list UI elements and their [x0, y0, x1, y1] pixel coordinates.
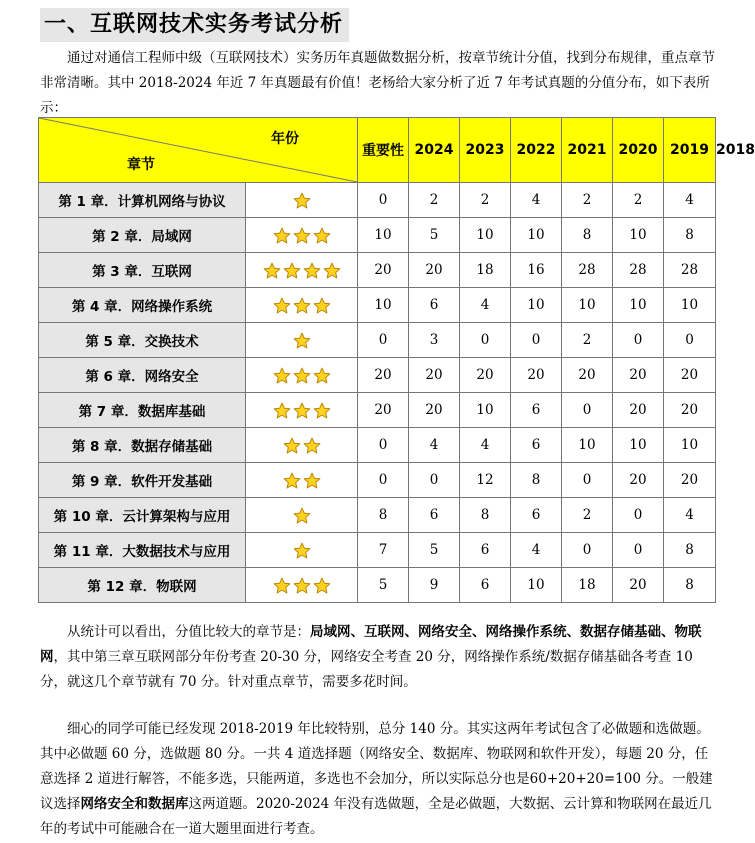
table-row [39, 568, 716, 603]
table-row [39, 358, 716, 393]
importance-header: 重要性 [358, 118, 409, 183]
table-row [39, 498, 716, 533]
score-cell: 20 [460, 358, 511, 393]
star-icon [273, 227, 291, 245]
chapter-cell: 第 11 章．大数据技术与应用 [39, 533, 246, 568]
importance-stars [273, 367, 331, 385]
star-icon [273, 367, 291, 385]
year-header: 2019 [664, 118, 716, 183]
score-cell: 28 [613, 253, 664, 288]
score-cell: 20 [664, 358, 716, 393]
intro-paragraph: 通过对通信工程师中级（互联网技术）实务历年真题做数据分析，按章节统计分值，找到分布规律，重点章节非常清晰。其中 2018-2024 年近 7 年真题最有价值！老杨给大家分析了近 7 年考试真题的分值分布，如下表所示： [40, 50, 715, 116]
score-cell: 4 [460, 428, 511, 463]
score-cell: 28 [664, 253, 716, 288]
score-cell: 10 [562, 288, 613, 323]
score-cell: 5 [409, 218, 460, 253]
note-paragraph [40, 717, 715, 842]
corner-header [39, 118, 358, 183]
score-cell: 0 [613, 498, 664, 533]
score-cell: 10 [511, 288, 562, 323]
score-cell: 6 [511, 393, 562, 428]
header-row: 年份 章节 重要性 2024 2023 2022 2021 2020 2019 2018 [39, 118, 716, 183]
score-cell: 20 [409, 393, 460, 428]
star-icon [293, 542, 311, 560]
star-icon [313, 367, 331, 385]
score-cell: 2 [460, 183, 511, 218]
score-cell: 0 [358, 323, 409, 358]
importance-stars [273, 402, 331, 420]
score-cell: 0 [613, 323, 664, 358]
table-row [39, 253, 716, 288]
importance-stars [293, 332, 311, 350]
year-header: 2023 [460, 118, 511, 183]
importance-cell [246, 218, 358, 253]
importance-cell [246, 568, 358, 603]
score-cell: 7 [358, 533, 409, 568]
score-cell: 20 [613, 568, 664, 603]
score-table [38, 117, 755, 603]
score-cell: 8 [460, 498, 511, 533]
importance-stars [293, 192, 311, 210]
score-cell: 6 [460, 533, 511, 568]
score-cell: 0 [358, 183, 409, 218]
chapter-cell: 第 8 章．数据存储基础 [39, 428, 246, 463]
star-icon [273, 402, 291, 420]
importance-cell [246, 253, 358, 288]
star-icon [293, 402, 311, 420]
summary-key-chapters: 局域网、互联网、网络安全、网络操作系统、数据存储基础、物联网 [40, 624, 702, 665]
star-icon [303, 437, 321, 455]
year-header: 2022 [511, 118, 562, 183]
score-cell: 8 [664, 533, 716, 568]
table-row [39, 218, 716, 253]
importance-cell [246, 463, 358, 498]
score-cell: 0 [409, 463, 460, 498]
diagonal-line [39, 118, 357, 182]
chapter-cell: 第 3 章．互联网 [39, 253, 246, 288]
star-icon [313, 227, 331, 245]
score-cell: 10 [613, 218, 664, 253]
summary-paragraph [40, 620, 715, 695]
score-cell: 0 [613, 533, 664, 568]
year-header: 2020 [613, 118, 664, 183]
chapter-cell: 第 1 章．计算机网络与协议 [39, 183, 246, 218]
score-cell: 10 [358, 288, 409, 323]
score-cell: 8 [358, 498, 409, 533]
star-icon [293, 297, 311, 315]
star-icon [293, 577, 311, 595]
score-cell: 20 [613, 358, 664, 393]
score-cell: 10 [460, 393, 511, 428]
score-cell: 18 [460, 253, 511, 288]
star-icon [303, 262, 321, 280]
importance-stars [273, 297, 331, 315]
score-cell: 4 [511, 183, 562, 218]
star-icon [263, 262, 281, 280]
score-cell: 20 [409, 253, 460, 288]
score-cell: 20 [664, 463, 716, 498]
star-icon [293, 332, 311, 350]
importance-cell [246, 323, 358, 358]
score-cell: 4 [664, 183, 716, 218]
score-cell: 10 [511, 568, 562, 603]
score-cell: 8 [664, 568, 716, 603]
star-icon [283, 262, 301, 280]
star-icon [303, 472, 321, 490]
star-icon [293, 227, 311, 245]
importance-stars [273, 227, 331, 245]
chapter-cell: 第 10 章．云计算架构与应用 [39, 498, 246, 533]
score-cell: 10 [613, 288, 664, 323]
importance-stars [283, 437, 321, 455]
score-cell: 0 [664, 323, 716, 358]
chapter-cell: 第 6 章．网络安全 [39, 358, 246, 393]
score-cell: 8 [562, 218, 613, 253]
score-cell: 4 [511, 533, 562, 568]
corner-year-label: 年份 [271, 131, 299, 147]
score-cell: 5 [409, 533, 460, 568]
score-cell: 6 [511, 428, 562, 463]
score-cell: 16 [511, 253, 562, 288]
score-cell: 20 [511, 358, 562, 393]
score-cell: 10 [613, 428, 664, 463]
star-icon [273, 577, 291, 595]
score-cell: 2 [562, 498, 613, 533]
score-cell: 20 [409, 358, 460, 393]
star-icon [283, 472, 301, 490]
table-row [39, 533, 716, 568]
note-text-1: 细心的同学可能已经发现 2018-2019 年比较特别，总分 140 分。其实这两年考试包含了必做题和选做题。其中必做题 60 分，选做题 80 分。一共 4 道选择题（网络安全、数据库、物联网和软件开发），每题 20 分，任意选择 2 道进行解答，不能多选，只能两道，多选也不会加分，所以实际总分也是60+20+20=100 分。一般建议选择 [40, 721, 713, 812]
importance-stars [273, 577, 331, 595]
summary-text-2: ，其中第三章互联网部分年份考查 20-30 分，网络安全考查 20 分，网络操作系统/数据存储基础各考查 10 分，就这几个章节就有 70 分。针对重点章节，需要多花时间。 [40, 649, 693, 690]
chapter-cell: 第 9 章．软件开发基础 [39, 463, 246, 498]
importance-cell [246, 393, 358, 428]
score-cell: 8 [664, 218, 716, 253]
score-cell: 6 [409, 288, 460, 323]
chapter-cell: 第 7 章．数据库基础 [39, 393, 246, 428]
importance-cell [246, 498, 358, 533]
score-cell: 10 [664, 428, 716, 463]
score-cell: 0 [562, 463, 613, 498]
star-icon [313, 577, 331, 595]
note-text-2: 这两道题。2020-2024 年没有选做题，全是必做题，大数据、云计算和物联网在最近几年的考试中可能融合在一道大题里面进行考查。 [40, 796, 712, 837]
star-icon [273, 297, 291, 315]
star-icon [313, 402, 331, 420]
score-cell: 5 [358, 568, 409, 603]
score-cell: 10 [358, 218, 409, 253]
importance-stars [283, 472, 321, 490]
star-icon [283, 437, 301, 455]
table-row [39, 183, 716, 218]
score-cell: 20 [562, 358, 613, 393]
score-cell: 20 [664, 393, 716, 428]
score-cell: 2 [562, 183, 613, 218]
score-cell: 10 [511, 218, 562, 253]
score-cell: 20 [358, 393, 409, 428]
table-row [39, 428, 716, 463]
score-cell: 28 [562, 253, 613, 288]
score-cell: 4 [409, 428, 460, 463]
score-cell: 20 [358, 253, 409, 288]
score-cell: 10 [562, 428, 613, 463]
score-cell: 0 [460, 323, 511, 358]
year-header: 2024 [409, 118, 460, 183]
note-key-topics: 网络安全和数据库 [80, 796, 189, 812]
star-icon [293, 367, 311, 385]
score-cell: 12 [460, 463, 511, 498]
importance-cell [246, 288, 358, 323]
star-icon [293, 192, 311, 210]
chapter-cell: 第 2 章．局域网 [39, 218, 246, 253]
score-cell: 2 [613, 183, 664, 218]
table-row [39, 323, 716, 358]
score-cell: 4 [664, 498, 716, 533]
chapter-cell: 第 12 章．物联网 [39, 568, 246, 603]
score-cell: 3 [409, 323, 460, 358]
score-cell: 9 [409, 568, 460, 603]
star-icon [313, 297, 331, 315]
year-header: 2021 [562, 118, 613, 183]
score-cell: 20 [613, 463, 664, 498]
score-cell: 10 [664, 288, 716, 323]
score-cell: 20 [358, 358, 409, 393]
importance-stars [293, 542, 311, 560]
table-row [39, 393, 716, 428]
table-row [39, 288, 716, 323]
importance-stars [293, 507, 311, 525]
score-cell: 0 [562, 533, 613, 568]
score-cell: 8 [511, 463, 562, 498]
corner-chapter-label: 章节 [127, 157, 155, 173]
importance-cell [246, 533, 358, 568]
score-cell: 6 [409, 498, 460, 533]
chapter-cell: 第 4 章．网络操作系统 [39, 288, 246, 323]
page-title: 一、互联网技术实务考试分析 [40, 8, 349, 42]
score-cell: 2 [409, 183, 460, 218]
score-cell: 20 [613, 393, 664, 428]
importance-stars [263, 262, 341, 280]
score-cell: 0 [562, 393, 613, 428]
score-cell: 0 [511, 323, 562, 358]
chapter-cell: 第 5 章．交换技术 [39, 323, 246, 358]
importance-cell [246, 183, 358, 218]
score-cell: 6 [460, 568, 511, 603]
summary-text-1: 从统计可以看出，分值比较大的章节是： [67, 624, 310, 640]
importance-cell [246, 428, 358, 463]
star-icon [293, 507, 311, 525]
table-row [39, 463, 716, 498]
importance-cell [246, 358, 358, 393]
star-icon [323, 262, 341, 280]
score-cell: 10 [460, 218, 511, 253]
score-cell: 18 [562, 568, 613, 603]
score-cell: 0 [358, 428, 409, 463]
score-cell: 4 [460, 288, 511, 323]
score-cell: 0 [358, 463, 409, 498]
score-cell: 6 [511, 498, 562, 533]
score-cell: 2 [562, 323, 613, 358]
